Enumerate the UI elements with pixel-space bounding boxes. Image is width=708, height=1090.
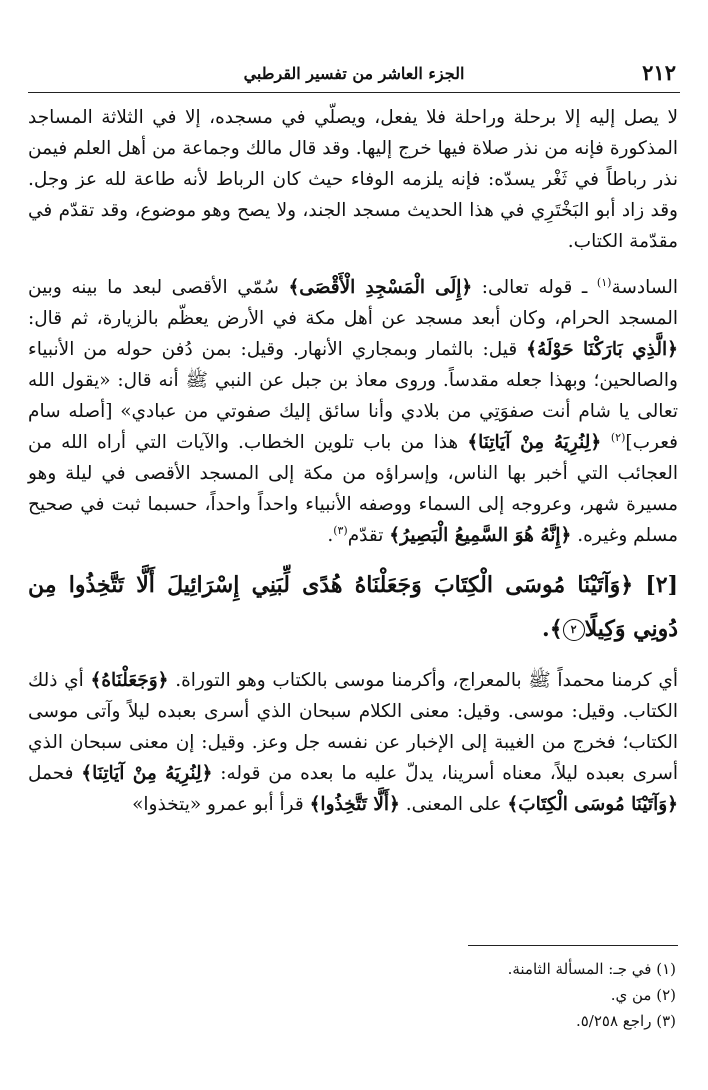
footnotes bbox=[300, 956, 676, 1034]
text-run: قيل: بالثمار وبمجاري الأنهار. وقيل: بمن دُفن حوله من الأنبياء والصالحين؛ وبهذا جعله مقدساً. وروى معاذ بن جبل عن النبي ﷺ أنه قال: «يقول الله تعالى يا شام أنت صفوَتِي من بلادي وأنا سائق إليك صفوتي من عبادي» [أصله سام فعرب] bbox=[28, 339, 678, 453]
footnote: (١) في جـ: المسألة الثامنة. bbox=[507, 960, 676, 978]
footnote-ref: (١) bbox=[596, 275, 612, 289]
text-run: ـ قوله تعالى: bbox=[472, 277, 597, 298]
text-run: فحمل bbox=[28, 763, 82, 784]
quran-quote: ﴿إِنَّهُ هُوَ السَّمِيعُ الْبَصِيرُ﴾ bbox=[389, 525, 572, 546]
text-run: هذا من باب تلوين الخطاب. والآيات التي أراه الله من العجائب التي أخبر بها الناس، وإسراؤه من مكة إلى المسجد الأقصى في ليلة وهو مسيرة شهر، وعروجه إلى السماء ووصفه الأنبياء واحداً واحداً، حسبما ثبت في صحيح مسلم وغيره. bbox=[28, 432, 678, 546]
verse-text: ﴿وَآتَيْنَا مُوسَى الْكِتَابَ وَجَعَلْنَاهُ هُدًى لِّبَنِي إِسْرَائِيلَ أَلَّا تَتَّخِذُوا مِن دُونِي وَكِيلًا bbox=[28, 572, 678, 642]
text-run: . bbox=[327, 525, 334, 546]
text-run: على المعنى. bbox=[399, 794, 508, 815]
footnote-ref: (٣) bbox=[333, 523, 348, 537]
paragraph: لا يصل إليه إلا برحلة وراحلة فلا يفعل، ويصلّي في مسجده، إلا في الثلاثة المساجد المذكورة فإنه من نذر صلاة فيها خرج إليها. وقد قال مالك وجماعة من أهل العلم فيمن نذر رباطاً في ثَغْر يسدّه: فإنه يلزمه الوفاء حيث كان الرباط لأنه طاعة لله عز وجل. وقد زاد أبو البَخْتَرِي في هذا الحديث مسجد الجند، ولا يصح وهو موضوع، وقد تقدّم في مقدّمة الكتاب. bbox=[28, 107, 678, 252]
quran-quote: ﴿لِنُرِيَهُ مِنْ آيَاتِنَا﴾ bbox=[81, 763, 213, 784]
page-number: ٢١٢ bbox=[642, 60, 676, 85]
text-run: سُمّي الأقصى لبعد ما بينه وبين المسجد الحرام، وكان أبعد مسجد عن أهل مكة في الأرض يعظّم بالزيارة، ثم قال: bbox=[28, 277, 678, 329]
quran-quote: ﴿أَلَّا تَتَّخِذُوا﴾ bbox=[309, 794, 400, 815]
quran-quote: ﴿لِنُرِيَهُ مِنْ آيَاتِنَا﴾ bbox=[467, 432, 611, 453]
verse-number: [٢] bbox=[645, 572, 678, 598]
page-header bbox=[28, 58, 680, 93]
footnote: (٣) راجع ٥/٢٥٨. bbox=[575, 1012, 676, 1030]
verse-close: ﴾. bbox=[542, 616, 563, 642]
main-text bbox=[28, 102, 678, 820]
text-run: قرأ أبو عمرو «يتخذوا» bbox=[132, 794, 310, 815]
text-run: أي ذلك الكتاب. وقيل: موسى. وقيل: معنى الكلام سبحان الذي أسرى بعبده ليلاً وآتى موسى الكتاب؛ فخرج من الغيبة إلى الإخبار عن نفسه جل وعز. وقيل: إن معنى سبحان الذي أسرى بعبده ليلاً، معناه أسرينا، يدلّ عليه ما بعده من قوله: bbox=[28, 670, 678, 784]
footnote-divider bbox=[468, 945, 678, 946]
quran-quote: ﴿إِلَى الْمَسْجِدِ الْأَقْصَى﴾ bbox=[288, 277, 473, 298]
quran-quote: ﴿الَّذِي بَارَكْنَا حَوْلَهُ﴾ bbox=[526, 339, 678, 360]
verse-block bbox=[28, 563, 678, 651]
issue-label: السادسة bbox=[611, 277, 679, 298]
text-run: تقدّم bbox=[347, 525, 390, 546]
verse-end-marker: ٢ bbox=[563, 619, 585, 641]
footnote-ref: (٢) bbox=[610, 430, 626, 444]
quran-quote: ﴿وَآتَيْنَا مُوسَى الْكِتَابَ﴾ bbox=[507, 794, 678, 815]
running-title: الجزء العاشر من تفسير القرطبي bbox=[243, 64, 465, 83]
paragraph bbox=[28, 272, 678, 551]
text-run: أي كرمنا محمداً ﷺ بالمعراج، وأكرمنا موسى بالكتاب وهو التوراة. bbox=[168, 670, 678, 691]
footnote: (٢) من ي. bbox=[610, 986, 676, 1004]
paragraph bbox=[28, 665, 678, 820]
quran-quote: ﴿وَجَعَلْنَاهُ﴾ bbox=[90, 670, 169, 691]
